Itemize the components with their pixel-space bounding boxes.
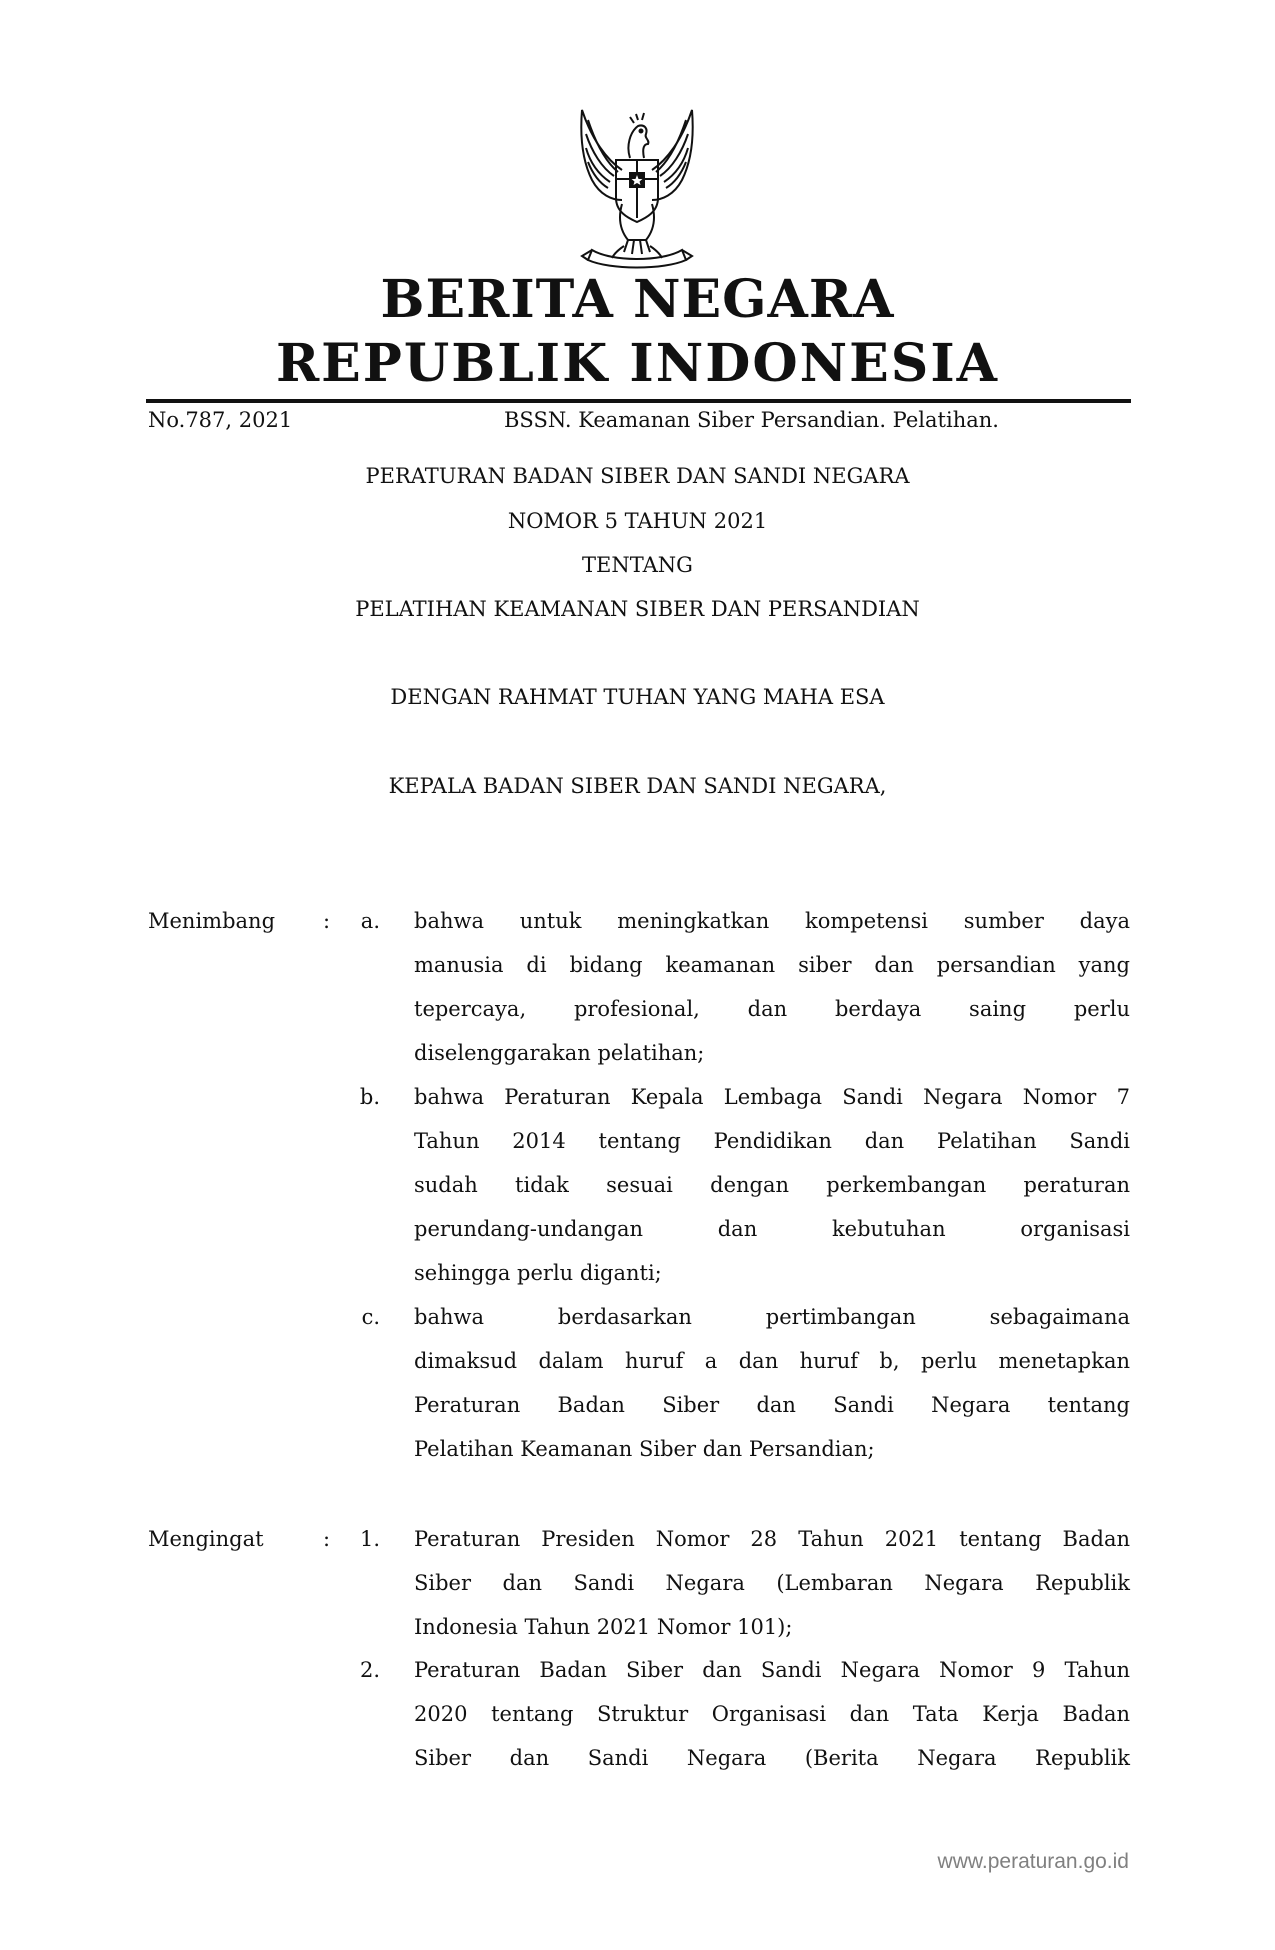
paragraph-line: perundang-undangan dan kebutuhan organisasi bbox=[414, 1217, 1130, 1241]
preamble: DENGAN RAHMAT TUHAN YANG MAHA ESA bbox=[390, 685, 885, 709]
mengingat-mark-2: 2. bbox=[359, 1658, 380, 1682]
paragraph-line: Tahun 2014 tentang Pendidikan dan Pelatihan Sandi bbox=[414, 1129, 1130, 1153]
regulation-tentang: TENTANG bbox=[582, 553, 693, 577]
gazette-topic: BSSN. Keamanan Siber Persandian. Pelatihan. bbox=[504, 408, 999, 432]
paragraph-line: tepercaya, profesional, dan berdaya saing perlu bbox=[414, 997, 1130, 1021]
footer-website: www.peraturan.go.id bbox=[937, 1850, 1129, 1873]
menimbang-item-c bbox=[414, 1295, 1130, 1471]
paragraph-line: manusia di bidang keamanan siber dan persandian yang bbox=[414, 953, 1130, 977]
garuda-emblem-icon bbox=[552, 100, 722, 270]
menimbang-colon: : bbox=[323, 909, 331, 933]
paragraph-line: Peraturan Badan Siber dan Sandi Negara tentang bbox=[414, 1393, 1130, 1417]
mengingat-label: Mengingat bbox=[148, 1527, 264, 1551]
regulation-subject: PELATIHAN KEAMANAN SIBER DAN PERSANDIAN bbox=[355, 597, 920, 621]
regulation-title: PERATURAN BADAN SIBER DAN SANDI NEGARA bbox=[365, 464, 910, 488]
header-divider bbox=[146, 399, 1131, 403]
paragraph-line: bahwa untuk meningkatkan kompetensi sumber daya bbox=[414, 909, 1130, 933]
mengingat-item-2 bbox=[414, 1648, 1130, 1780]
paragraph-line: Pelatihan Keamanan Siber dan Persandian; bbox=[414, 1437, 875, 1461]
mengingat-item-1 bbox=[414, 1517, 1130, 1649]
mengingat-colon: : bbox=[323, 1527, 331, 1551]
menimbang-label: Menimbang bbox=[148, 909, 276, 933]
authority: KEPALA BADAN SIBER DAN SANDI NEGARA, bbox=[388, 774, 887, 798]
gazette-title-line2: REPUBLIK INDONESIA bbox=[275, 333, 1000, 394]
paragraph-line: 2020 tentang Struktur Organisasi dan Tata Kerja Badan bbox=[414, 1702, 1130, 1726]
paragraph-line: dimaksud dalam huruf a dan huruf b, perlu menetapkan bbox=[414, 1349, 1130, 1373]
menimbang-mark-b: b. bbox=[359, 1085, 380, 1109]
menimbang-item-b bbox=[414, 1075, 1130, 1295]
paragraph-line: Peraturan Presiden Nomor 28 Tahun 2021 tentang Badan bbox=[414, 1527, 1130, 1551]
paragraph-line: Siber dan Sandi Negara (Lembaran Negara Republik bbox=[414, 1571, 1130, 1595]
paragraph-line: bahwa berdasarkan pertimbangan sebagaimana bbox=[414, 1305, 1130, 1329]
paragraph-line: bahwa Peraturan Kepala Lembaga Sandi Negara Nomor 7 bbox=[414, 1085, 1130, 1109]
paragraph-line: diselenggarakan pelatihan; bbox=[414, 1041, 705, 1065]
menimbang-mark-a: a. bbox=[360, 909, 380, 933]
mengingat-mark-1: 1. bbox=[359, 1527, 380, 1551]
menimbang-item-a bbox=[414, 899, 1130, 1075]
paragraph-line: Indonesia Tahun 2021 Nomor 101); bbox=[414, 1615, 793, 1639]
regulation-number: NOMOR 5 TAHUN 2021 bbox=[507, 509, 768, 533]
gazette-title-line1: BERITA NEGARA bbox=[380, 269, 895, 330]
menimbang-mark-c: c. bbox=[361, 1305, 380, 1329]
paragraph-line: sudah tidak sesuai dengan perkembangan peraturan bbox=[414, 1173, 1130, 1197]
gazette-number: No.787, 2021 bbox=[148, 408, 293, 432]
paragraph-line: Siber dan Sandi Negara (Berita Negara Republik bbox=[414, 1746, 1130, 1770]
paragraph-line: Peraturan Badan Siber dan Sandi Negara Nomor 9 Tahun bbox=[414, 1658, 1130, 1682]
paragraph-line: sehingga perlu diganti; bbox=[414, 1261, 662, 1285]
